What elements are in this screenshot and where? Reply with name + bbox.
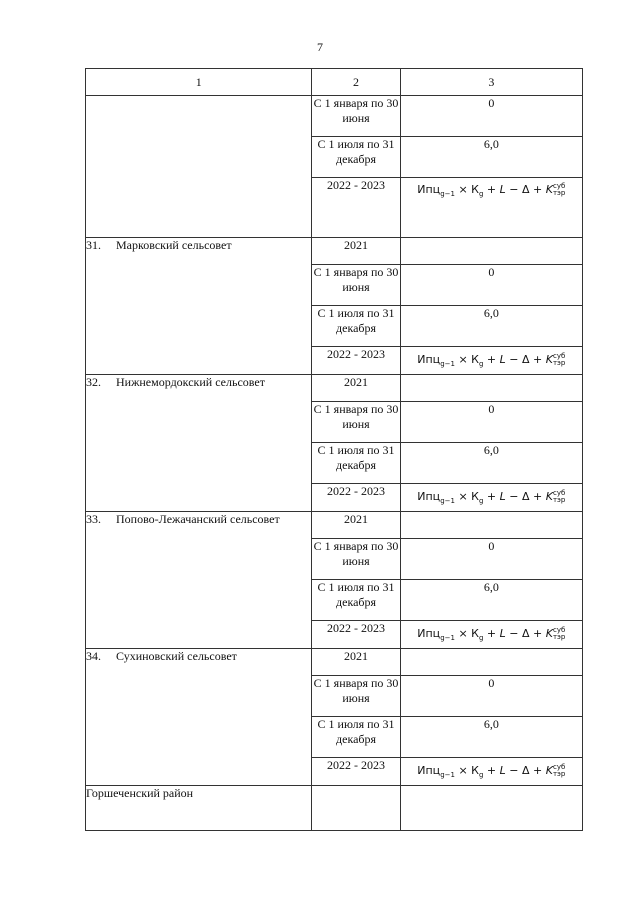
year-cell: 2021 (312, 375, 400, 402)
formula-plus: + (529, 763, 546, 777)
formula-kter-sup: суб (553, 351, 566, 360)
header-col-3: 3 (400, 69, 582, 96)
period-cell: С 1 июля по 31 декабря (312, 717, 400, 758)
formula-delta: Δ (522, 626, 530, 640)
empty-cell (400, 786, 582, 831)
formula-ipc-sub: g−1 (440, 634, 455, 643)
value-cell (400, 238, 582, 265)
entry-number: 31. (86, 238, 101, 252)
value-cell: 0 (400, 265, 582, 306)
formula-plus: + (483, 763, 500, 777)
period-cell: С 1 января по 30 июня (312, 676, 400, 717)
period-cell: 2022 - 2023 (312, 758, 400, 786)
formula-ipc: Ипц (417, 626, 441, 640)
formula-cell (400, 178, 582, 238)
value-cell: 0 (400, 539, 582, 580)
formula-k: К (471, 352, 479, 366)
entry-name: Сухиновский сельсовет (116, 649, 237, 663)
period-cell: 2022 - 2023 (312, 484, 400, 512)
formula-k: К (471, 183, 479, 196)
formula-kter: K (545, 489, 553, 503)
formula-kter-indices (553, 764, 565, 778)
formula-kter-sup: суб (553, 488, 566, 497)
formula-l: L (499, 183, 506, 196)
formula-kter: K (545, 183, 553, 196)
value-cell: 6,0 (400, 717, 582, 758)
period-cell: С 1 июля по 31 декабря (312, 137, 400, 178)
formula-ipc-sub: g−1 (440, 771, 455, 780)
formula-k-sub: g (478, 360, 484, 369)
formula-plus: + (529, 489, 546, 503)
entry-row (86, 238, 583, 265)
value-cell: 0 (400, 676, 582, 717)
entry-name: Марковский сельсовет (116, 238, 232, 252)
value-cell: 0 (400, 96, 582, 137)
period-cell: 2022 - 2023 (312, 621, 400, 649)
formula-plus: + (483, 489, 500, 503)
year-cell: 2021 (312, 512, 400, 539)
formula-kter-sup: суб (553, 762, 566, 771)
formula-kter: K (545, 352, 553, 366)
formula-minus: − (505, 626, 523, 640)
formula-k-sub: g (478, 497, 484, 506)
formula-minus: − (505, 352, 523, 366)
formula-kter-sub: тэр (552, 769, 566, 778)
formula-cell (400, 484, 582, 512)
value-cell (400, 375, 582, 402)
formula-plus: + (529, 626, 546, 640)
formula-kter-sub: тэр (552, 495, 566, 504)
formula-times: × (454, 352, 472, 366)
formula-plus: + (529, 183, 546, 196)
formula-kter-sup: суб (553, 182, 566, 190)
formula-minus: − (505, 763, 523, 777)
formula-ipc: Ипц (417, 352, 441, 366)
formula-delta: Δ (522, 352, 530, 366)
tariff-formula (417, 625, 566, 643)
tariff-formula (417, 351, 566, 369)
period-cell: С 1 июля по 31 декабря (312, 443, 400, 484)
formula-k-sub: g (478, 634, 484, 643)
formula-kter-sub: тэр (552, 358, 566, 367)
formula-cell (400, 347, 582, 375)
formula-kter-indices (553, 627, 565, 641)
formula-times: × (454, 183, 472, 196)
formula-times: × (454, 626, 472, 640)
formula-k: К (471, 763, 479, 777)
entry-number: 34. (86, 649, 101, 663)
formula-plus: + (483, 183, 500, 196)
formula-kter-sup: суб (553, 625, 566, 634)
district-row (86, 786, 583, 831)
formula-k: К (471, 626, 479, 640)
formula-ipc-sub: g−1 (440, 360, 455, 369)
tariff-formula (417, 488, 566, 506)
table-row (86, 96, 583, 137)
formula-cell (400, 621, 582, 649)
value-cell (400, 512, 582, 539)
entry-name-cell (86, 375, 312, 512)
entry-number: 32. (86, 375, 101, 389)
entry-row (86, 649, 583, 676)
tariff-table (85, 68, 583, 831)
formula-l: L (499, 763, 506, 777)
entry-name: Нижнемордокский сельсовет (116, 375, 265, 389)
period-cell: 2022 - 2023 (312, 178, 400, 238)
tariff-formula (417, 762, 566, 780)
entry-name-cell (86, 238, 312, 375)
entry-row (86, 512, 583, 539)
value-cell: 6,0 (400, 306, 582, 347)
header-col-2: 2 (312, 69, 400, 96)
formula-plus: + (483, 626, 500, 640)
formula-times: × (454, 763, 472, 777)
value-cell: 6,0 (400, 580, 582, 621)
formula-times: × (454, 489, 472, 503)
formula-minus: − (505, 183, 523, 196)
entry-name: Попово-Лежачанский сельсовет (116, 512, 280, 526)
formula-kter-indices (553, 183, 565, 197)
year-cell: 2021 (312, 649, 400, 676)
formula-kter-sub: тэр (552, 632, 566, 641)
formula-k-sub: g (478, 190, 484, 199)
value-cell: 6,0 (400, 443, 582, 484)
name-cell (86, 96, 312, 238)
formula-delta: Δ (522, 489, 530, 503)
period-cell: С 1 января по 30 июня (312, 402, 400, 443)
formula-kter-indices (553, 490, 565, 504)
formula-l: L (499, 626, 506, 640)
formula-kter-indices (553, 353, 565, 367)
value-cell (400, 649, 582, 676)
period-cell: С 1 января по 30 июня (312, 539, 400, 580)
header-row (86, 69, 583, 96)
formula-l: L (499, 352, 506, 366)
period-cell: С 1 июля по 31 декабря (312, 580, 400, 621)
entry-number: 33. (86, 512, 101, 526)
formula-delta: Δ (522, 763, 530, 777)
empty-cell (312, 786, 400, 831)
formula-k: К (471, 489, 479, 503)
formula-kter: K (545, 626, 553, 640)
formula-kter-sub: тэр (552, 189, 566, 197)
period-cell: 2022 - 2023 (312, 347, 400, 375)
formula-kter: K (545, 763, 553, 777)
district-name: Горшеченский район (86, 786, 312, 831)
formula-ipc: Ипц (417, 489, 441, 503)
formula-delta: Δ (522, 183, 530, 196)
entry-name-cell (86, 649, 312, 786)
tariff-formula (417, 182, 566, 199)
period-cell: С 1 июля по 31 декабря (312, 306, 400, 347)
entry-name-cell (86, 512, 312, 649)
page-number: 7 (317, 40, 323, 54)
period-cell: С 1 января по 30 июня (312, 96, 400, 137)
period-cell: С 1 января по 30 июня (312, 265, 400, 306)
formula-minus: − (505, 489, 523, 503)
formula-ipc-sub: g−1 (440, 497, 455, 506)
formula-ipc-sub: g−1 (440, 190, 455, 199)
formula-plus: + (529, 352, 546, 366)
formula-l: L (499, 489, 506, 503)
formula-k-sub: g (478, 771, 484, 780)
year-cell: 2021 (312, 238, 400, 265)
header-col-1: 1 (86, 69, 312, 96)
formula-ipc: Ипц (417, 183, 441, 196)
value-cell: 6,0 (400, 137, 582, 178)
entry-row (86, 375, 583, 402)
value-cell: 0 (400, 402, 582, 443)
formula-ipc: Ипц (417, 763, 441, 777)
formula-cell (400, 758, 582, 786)
formula-plus: + (483, 352, 500, 366)
